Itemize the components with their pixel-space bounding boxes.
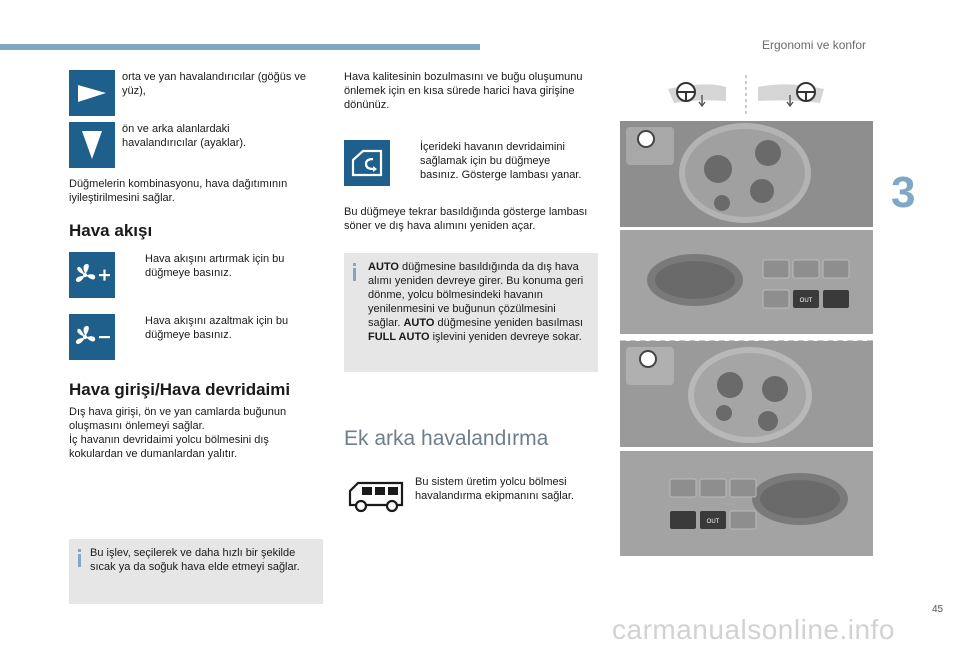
page-number: 45 xyxy=(932,604,944,615)
item-feet-text: ön ve arka alanlardaki havalandırıcılar (ayaklar). xyxy=(122,123,247,149)
air-quality-text: Hava kalitesinin bozulmasını ve buğu oluşumunu önlemek için en kısa sürede harici hava girişine dönünüz. xyxy=(344,71,583,111)
top-accent-bar xyxy=(0,44,480,50)
airflow-up-text: Hava akışını artırmak için bu düğmeye basınız. xyxy=(145,253,285,279)
recirculation-icon xyxy=(344,140,390,186)
info-icon xyxy=(78,554,81,567)
out-button-label-2: OUT xyxy=(706,519,720,525)
combination-text: Düğmelerin kombinasyonu, hava dağıtımının iyileştirilmesini sağlar. xyxy=(69,178,288,204)
rear-vent-heading: Ek arka havalandırma xyxy=(344,427,549,450)
auto-label-1: AUTO xyxy=(368,261,399,273)
vent-panel-photo-2 xyxy=(620,341,873,447)
auto-label-2: AUTO xyxy=(403,317,435,329)
steering-diagram xyxy=(666,75,828,115)
feet-vent-icon xyxy=(69,122,115,168)
info-box-auto xyxy=(344,253,598,372)
info-text-left: Bu işlev, seçilerek ve daha hızlı bir şekilde sıcak ya da soğuk hava elde etmeyi sağlar. xyxy=(90,547,300,573)
control-panel-photo-1 xyxy=(620,230,873,334)
fan-minus-icon xyxy=(69,314,115,360)
fan-plus-icon xyxy=(69,252,115,298)
press-again-text: Bu düğmeye tekrar basıldığında gösterge lambası söner ve dış hava alımını yeniden açar. xyxy=(344,206,588,232)
out-button-label-1: OUT xyxy=(799,298,813,304)
watermark: carmanualsonline.info xyxy=(612,614,895,645)
recirc-text: İç havanın devridaimi yolcu bölmesini dış kokulardan ve dumanlardan yalıtır. xyxy=(69,434,269,460)
info-icon xyxy=(353,268,356,281)
info-box-left xyxy=(69,539,323,604)
intake-heading: Hava girişi/Hava devridaimi xyxy=(69,380,291,399)
chapter-number: 3 xyxy=(891,168,916,217)
auto-info-text: AUTO düğmesine basıldığında da dış hava alımı yeniden devreye girer. Bu konuma geri dönme, yolcu bölmesindeki havanın yenilenmesini ve buğunun çözülmesini sağlar. AUTO düğmesine yeniden basılması FULL AUTO işlevini yeniden devreye sokar. xyxy=(368,261,584,343)
face-vent-icon xyxy=(69,70,115,116)
full-auto-label: FULL AUTO xyxy=(368,331,430,343)
item-face-text: orta ve yan havalandırıcılar (göğüs ve yüz), xyxy=(122,71,307,97)
control-panel-photo-2 xyxy=(620,451,873,556)
airflow-heading: Hava akışı xyxy=(69,221,153,240)
vent-panel-photo-1 xyxy=(620,121,873,227)
van-icon xyxy=(344,475,408,515)
airflow-down-text: Hava akışını azaltmak için bu düğmeye basınız. xyxy=(145,315,289,341)
chapter-title: Ergonomi ve konfor xyxy=(762,38,867,52)
recirc-button-text: İçerideki havanın devridaimini sağlamak için bu düğmeye basınız. Gösterge lambası yanar. xyxy=(420,141,582,181)
rear-vent-text: Bu sistem üretim yolcu bölmesi havalandırma ekipmanını sağlar. xyxy=(415,476,574,502)
intake-text: Dış hava girişi, ön ve yan camlarda buğunun oluşmasını önlemeyi sağlar. xyxy=(69,406,287,432)
